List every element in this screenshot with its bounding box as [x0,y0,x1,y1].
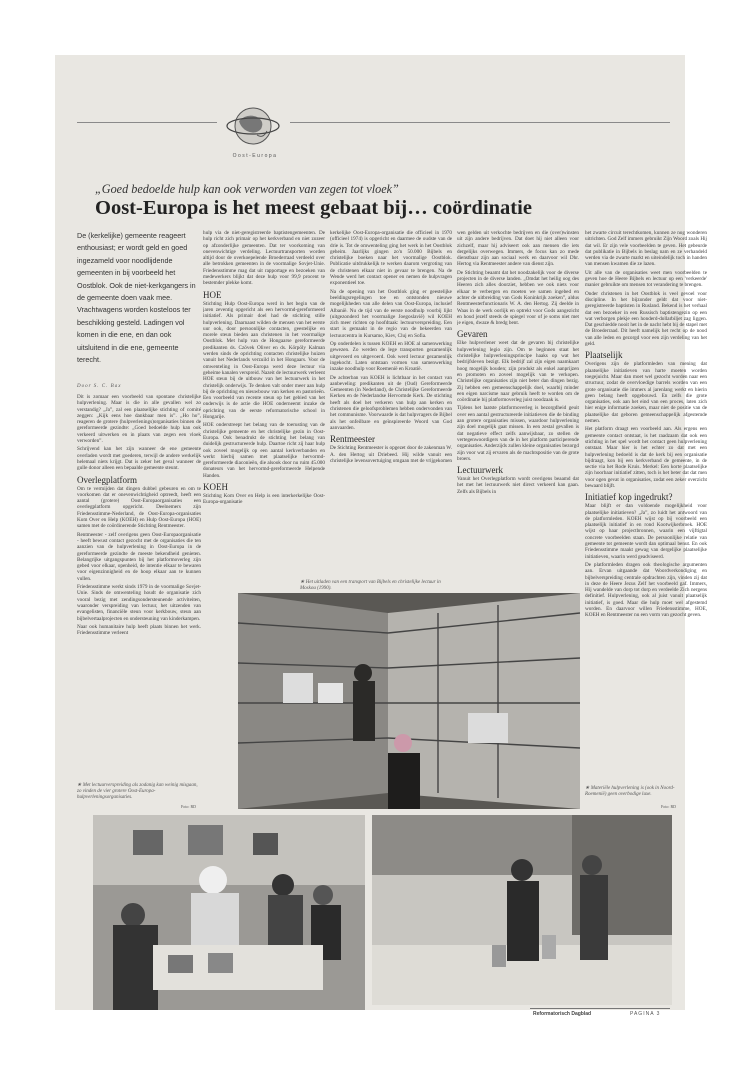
paragraph: Friedensstimme werkt sinds 1979 in de voormalige Sovjet-Unie. Sinds de omwenteling houdt de organisatie zich vooral bezig met zendingsondersteunende activiteiten, waaronder verspreiding van lectuur, het uitzenden van evangelisten, financiële steun voor kerkbouw, steun aan bijbelvertaalprojecten en ondersteuning van kinderkampen. [77,584,201,622]
paragraph: Tijdens het laatste platformoverleg is bezorgdheid geuit over een aantal gestructureerde initiatieven die de binding aan grotere organisaties missen, waardoor hulpverlening zijn doel mogelijk gaat missen. In een zestal gevallen is dat negatieve effect zelfs aanwijsbaar, zo stellen de vertegenwoordigers van de in het platform participerende organisaties. Anderzijds zullen kleine organisaties bezorgd zijn voor wat zij ervaren als de machtspositie van de grote broers. [457,405,579,462]
paragraph: De Stichting Rentmeester is opgezet door de zakenman W. A. den Hertog uit Driebeed. Hij wilde vanuit een christelijke levensovertuiging omgaan met de vrijgekomen [330,445,452,464]
globe-logo [217,101,289,151]
paragraph: Onder christenen in het Oostblok is veel gevoel voor discipline. In het bijzonder geldt dat voor niet-geregistreerde baptisten in Rusland. Bekend is het verhaal dat een bezoeker in een Russisch baptistengezin op een wat verborgen plekje een honderd-dollarbiljet zag liggen. Dat geschiedde nooit het in de nacht hebt bij de stapel met de Broederraad. Dit heeft namelijk het recht op de nood van alle leden en gezorgd voor een zijn verdeling van het geld. [585,290,707,348]
column-3 [330,230,452,572]
subheading: HOE [203,289,222,300]
newspaper-page [55,55,707,1017]
subheading: Lectuurwerk [457,465,503,476]
globe-icon [217,101,289,151]
paragraph: het zwarte circuit terechtkomen, kunnen ze nog wonderen uitrichten. God Zelf immers gebruikt Zijn Woord zoals Hij dat wil. Er zijn vele voorbeelden te geven. Het gebeurde dat publikatie in Bijbels in beslag nam en ze verhandeld werden via de zwarte markt en uiteindelijk toch in handen van mensen kwamen die ze lazen. [585,230,707,268]
paragraph: Rentmeester - zelf overigens geen Oost-Europaorganisatie - heeft bewust contact gezocht met de organisaties die ten aanzien van de hulpverlening in Oost-Europa in de gereformeerde gezindte de meeste bekendheid genieten. Belangrijke uitgangspunten bij het platformoverleg zijn gebed voor elkaar, openheid, de intentie elkaar te bewaren voor eigenzinnigheid en de hoop elkaar aan te kunnen vullen. [77,531,201,582]
paragraph: Het platform draagt een voorbeeld aan. Als ergens een gemeente contact ontstaat, is het raadzaam dat ook een stichting in het spel wordt het contact geen hulpverlening ontstaat. Maar hier is het echter zo dat met een hulpverlening bedoeld is dat de kerk bij een organisatie bijdraagt, kon bij een kerkverband de gemeente, in de sectie via het Rode Kruis. Merkel: Een korte plaatselijke zijn hoorbaar initiatief zitten, toch is het beter dat dat men voor ogen gevat in organisaties, zodat een zeker overzicht bewaard blijft. [585,426,707,489]
paragraph: wen gelden uit verkochte bedrijven en die (over)winsten uit zijn andere bedrijven. Dat doet hij niet alleen voor zichzelf, maar hij adviseert ook aan mensen die iets dergelijks overwegen. Immers, de focus kan zo mede dienstbaar zijn aan sociaal werk en daarvoor wil Dhr. Hertog via Rentmeester andere van dienst zijn. [457,230,579,268]
column-5 [585,230,707,780]
truck-photo [238,593,580,809]
paragraph: Schrijvend kan het zijn wanneer de ene gemeente overladen wordt met goederen, terwijl de andere werkelijk helemaal niets krijgt. Dat is zeker het geval wanneer de gulle donor alleen een bepaalde gemeente steunt. [77,446,201,472]
paragraph: Op onderdelen is tussen KOEH en HOE al samenwerking gewezen. Zo werden de lege transporten gezamenlijk uitgevoerd en uitgevoerd. Ook werd lectuur gezamenlijk ingekocht. Laten ontstaan vormen van samenwerking inzake noodhulp voor Roemenië en Kroatië. [330,341,452,373]
footer-rule [530,1008,670,1009]
lectuur-caption: ★ Met lectuurverspreiding als zodanig kan weinig misgaan, zo vinden de vier grotere Oost-Europa-hulpverleningsorganisaties. [77,783,198,800]
paragraph: Om te vermijden dat dingen dubbel gebeuren en om te voorkomen dat er onevenwichtigheid optreedt, heeft een aantal (grotere) Oost-Europaorganisaties een overlegplatform opgericht. Deelnemers zijn Friedensstimme-Nederland, de Oost-Europa-organisaties Kom Over en Help (KOEH) en Hulp Oost-Europa (HOE) samen met de coördinerende Stichting Rentmeester. [77,485,201,530]
footer-page-number: PAGINA 3 [630,1011,661,1017]
paragraph: Elke hulpverlener weet dat de gevaren bij christelijke hulpverlening legio zijn. Om te beginnen staat het christelijke hulpverleningsprincipe haaks op wat het bedrijfsleven bezigt. Elk bedrijf zal zijn eigen naamkaart hoog mogelijk houden; zijn produkt als enkel aanprijzen en promoten en zoveel mogelijk van te verkopen. Christelijke organisaties zijn niet beter dan dingen bezig. Zij hebben een gemeenschappelijk doel, waarbij minder een eigen narcisme naar gebruik heeft te worden om de coördinatie bij platformoverleg juist noodzaak is. [457,340,579,404]
subheading: KOEH [203,481,228,492]
paragraph: Stichting Hulp Oost-Europa werd in het begin van de jaren zeventig opgericht als een hervormd-gereformeerd initiatief. Als primair doel had de stichting stille hulpverlening. Daarnaast wilden de mensen van het eerste uur ook, door persoonlijke contacten, geestelijke en morele steun bieden aan christenen in het voormalige Oostblok. Met hulp van de Hongaarse gereformeerde predikanten ds. Czövek Oliver en ds. Körpöly Kalman werden sinds de oprichting contacten christelijke huizen vanuit het Nederlands verzuild in het Hongaars. Voor de omwenteling in Oost-Europa werd deze lectuur via geheime kanalen verspreid. Nazeit de lectuurwerk verleent HOE steun bij de uitbouw van het lectuurwerk in het christelijk onderwijs. Te denken valt onder meer aan hulp bij de oprichting en nieuwbouw van kerken en pastorieën. Een voorbeeld van recente steun op het gebied van het onderwijs is de actie die HOE onderneemt inzake de oprichting van de eerste reformatorische school in Hongarije. [203,300,325,421]
masthead-subtitle: Oost-Europa [232,153,278,159]
paragraph: De platformleden dragen ook theologische argumenten aan. Ervan uitgaande dat Woordverkondiging en bijbelverspreiding centrale opdrachten zijn, vinden zij dat in deze de Heere Jezus Zelf het voorbeeld gaf. Immers, Hij wandelde van dorp tot dorp en verdeelde Zich nergens definitief. Hulpverlening, ook al juist vanuit plaatselijk initiatief, is goed. Maar die hulp moet wel afgestemd worden. En daarvoor willen Friedensstimme, HOE, KOEH en Rentmeester nu een vorm van gezocht geven. [585,561,707,619]
lectuur-credit: Foto: RD [181,804,197,809]
paragraph: Stichting Kom Over en Help is een interkerkelijke Oost-Europa-organisatie [203,492,325,506]
paragraph: Uit alle van de organisaties weet men voorbeelden te geven hoe de Heere Bijbels en lectuur op een 'verkeerde' manier gebruikte om mensen tot verandering te brengen. [585,269,707,289]
subheading: Gevaren [457,329,488,340]
roemenie-caption: ★ Materiële hulpverlening is (ook in Noord-Roemenië) geen overbodige luxe. [585,786,675,797]
subheading: Rentmeester [330,434,375,445]
footer-paper-name: Reformatorisch Dagblad [533,1011,592,1017]
roemenie-credit: Foto: RD [661,804,677,809]
masthead-rule-left [77,122,217,123]
paragraph: Dit is zomaar een voorbeeld van spontane christelijke hulpverlening. Maar is die in alle gevallen wel zo verstandig? „Ja”, zal een plaatselijke stichting of comité zeggen: „Kijk eens hoe dankbaar men is”. „Ho ho”, reageren de grotere (hulpverlenings)organisaties binnen de gereformeerde gezindte: „Goed bedoelde hulp kan ook verkeerd uitwerken en in plaats van zegen een vloek verworden”. [77,394,201,445]
lead-paragraph: De (kerkelijke) gemeente reageert enthousiast; er wordt geld en goed ingezameld voor noodlijdende gemeenten in bij voorbeeld het Oostblok. Ook de niet-kerkgangers in de gemeente doen vaak mee. Vrachtwagens worden kosteloos ter beschikking gesteld. Ladingen vol komen in die ene, en dan ook uitsluitend in die ene, gemeente terecht. [77,231,196,365]
kicker: „Goed bedoelde hulp kan ook verworden van zegen tot vloek” [95,182,399,196]
paragraph: Overigens zijn de platformleden van mening dat plaatselijke initiatieven van harte moeten worden toegejuicht. Maar dan moet wel gezocht worden naar een structuur, zodat de overvloedige barrels worden van een grote organisatie die immers al jarenlang werkt en hierin geen belang heeft opgebouwd. En zelfs die grote organisaties, ook aan het eind van een proces, laten zich hier enige informatie zoeken, maar niet de positie van de plaatselijke dat geboren gemeenschappelijk afgestemde nemen. [585,361,707,425]
subheading: Initiatief kop ingedrukt? [585,492,673,503]
byline: Door S. C. Bax [77,384,122,389]
column-4 [457,230,579,620]
roemenie-photo [372,815,672,1005]
paragraph: Naar ook humanitaire hulp heeft plaats binnen het werk. Friedensstimme verleent [77,623,201,637]
paragraph: hulp via de niet-geregistreerde baptistengemeenten. De hulp richt zich primair op het kerkverband en niet zozeer op afzonderlijke gemeenten. Dat ter voorkoming van onevenwichtige verdeling. Lectuurtransporten worden altijd door de overkoepelende Broederraad verdeeld over alle betrokken gemeenten in de voormalige Sovjet-Unie. Friedensstimme mag dat uit rapportage en bezoeken van medewerkers blijkt dat deze hulp voor 99,9 procent te bestemder plekke komt. [203,230,325,287]
paragraph: kerkelijke Oost-Europa-organisatie die officieel in 1970 (officieel 1974) is opgericht en daarmee de oudste van de drie is. Tot de omwenteling ging het werk in het Oostblok geheim. Jaarlijks gingen zo'n 50.000 Bijbels en christelijke boeken naar het voormalige Oostblok. Publicatie uitdrukkelijk te werken daarom vergroting van de christenen elkaar niet in gevaar te brengen. Na de Wende werd het contact opener en nemen de hulpvragen exponentieel toe. [330,230,452,287]
lectuur-photo [93,815,365,1010]
column-1 [77,394,201,800]
headline: Oost-Europa is het meest gebaat bij… coördinatie [95,197,532,219]
subheading: Plaatselijk [585,350,623,361]
subheading: Overlegplatform [77,474,137,485]
paragraph: Vanuit het Overlegplatform wordt overigens beaamd dat het met het lectuurwerk niet direct verkeerd kan gaan. Zelfs als Bijbels in [457,476,579,495]
paragraph: Maar blijft er dan voldoende mogelijkheid voor plaatselijke initiatieven? „Ja”, zo luidt het antwoord van de platformleden. KOEH wijst op bij voorbeeld een plaatselijk initiatief in en rond Kootwijkerbroek. HOE wijst op haar projectbronnen, waarin een vijftigtal concrete voorbeelden staan. De persoonlijke relatie van gemeente tot gemeente wordt dan optimaal benut. En ook Friedensstimme maakt gewag van dergelijke plaatselijke initiatieven, waarin werd geadviseerd. [585,503,707,560]
column-2 [203,230,325,640]
paragraph: Na de opening van het Oostblok ging er geestelijke beeldingsregelingen toe en ontstonden nieuwe mogelijkheden van alle delen van Oost-Europa, inclusief Albanië. Nu de tijd van de eerste noodhulp voorbij lijkt (uitgezonderd het voormalige Joegoslavië) wil KOEH zich meer richten op hoofdtaak: lectuurverspreiding. Een start is gemaakt in de regio van de bekeerden van lectuurcentra in Kursamo, Kiev, Cluj en Sofia. [330,288,452,339]
paragraph: HOE onderstreept het belang van de toerusting van de christelijke gemeente en het christelijke gezin in Oost-Europa. Ook benadrukt de stichting het belang van duidelijk gestructureerde hulp. Daartoe richt zij haar hulp ook zoveel mogelijk op een aantal kerkverbanden en werkt hierbij samen met plaatselijke hervormd-gereformeerde diaconieën, die alsook door nu ruim 45.000 donateurs van het hervormd-gereformeerde Helpende Handen. [203,422,325,479]
masthead-rule-right [290,122,670,123]
paragraph: De Stichting beaamt dat het noodzakelijk voor de diverse projecten in de diverse landen. „Omdat het heilig oog des Heeren zich alles doorziet, hebben we ook niets voor elkaar te verbergen en moeten we samen ingebed en achter de uitbreiding van Gods Koninkrijk zoeken”, aldus Rentmeesterfunctionaris W. A. den Hertog. Zij deelde in Waas in de werk oorlijk en optrekt voor Gods aangezicht en houd jezelf steeds de spiegel voor of je soms niet met je eigen, dwaze & bredg bent. [457,269,579,327]
truck-caption: ★ Het uitladen van een transport van Bijbels en christelijke lectuur in Moskou (1990). [300,580,441,591]
paragraph: De achterban van KOEH is lichtbaar in het contact van aanbeveling: predikanten uit de (Oud) Gereformeerde Gemeenten (in Nederland), de Christelijke Gereformeerde Kerken en de Nederlandse Hervormde Kerk. De stichting heeft als doel het verkeren van hulp aan kerken en christenen die geloofsproblemen hebben ondervonden van het communisme. Voorwaarde is dat hulpvragers de Bijbel als het onfeilbare en geïnspireerde Woord van God aanvaarden. [330,374,452,431]
